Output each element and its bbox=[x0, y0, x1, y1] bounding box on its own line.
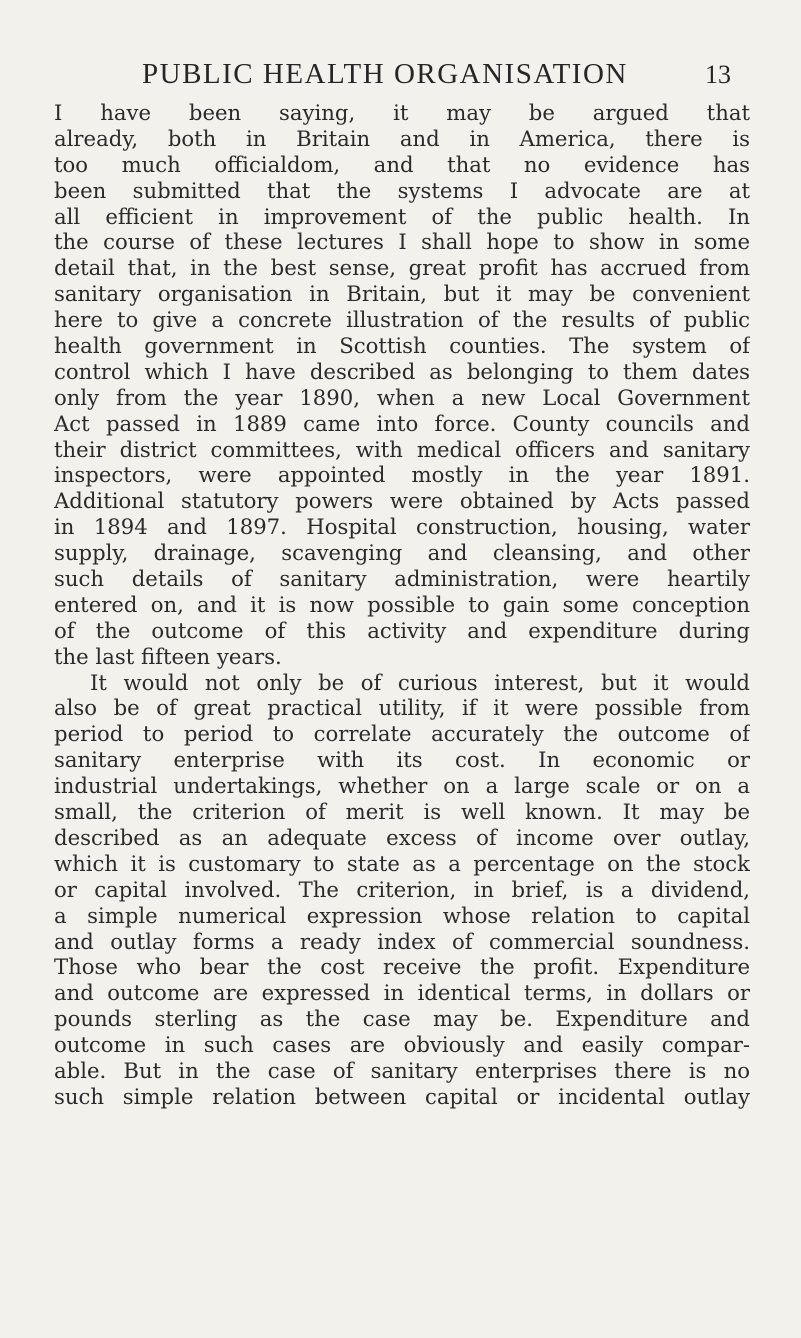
text-line: the last fifteen years. bbox=[54, 643, 282, 669]
page-number: 13 bbox=[705, 60, 731, 89]
text-line: which it is customary to state as a percentage on the stock bbox=[54, 850, 750, 876]
text-line: Additional statutory powers were obtained by Acts passed bbox=[54, 488, 750, 514]
text-line: It would not only be of curious interest, but it would bbox=[90, 669, 750, 695]
text-line: and outlay forms a ready index of commercial soundness. bbox=[54, 928, 750, 954]
text-line: all efficient in improvement of the public health. In bbox=[54, 203, 750, 229]
text-line: also be of great practical utility, if it were possible from bbox=[54, 695, 750, 721]
text-line: Those who bear the cost receive the profit. Expenditure bbox=[54, 954, 750, 980]
text-line: already, both in Britain and in America, there is bbox=[54, 125, 750, 151]
text-line: only from the year 1890, when a new Local Government bbox=[54, 384, 750, 410]
text-line: the course of these lectures I shall hope to show in some bbox=[54, 229, 750, 255]
body-text bbox=[54, 100, 750, 1110]
text-line: outcome in such cases are obviously and easily compar- bbox=[54, 1032, 750, 1058]
text-line: such details of sanitary administration, were heartily bbox=[54, 566, 750, 592]
text-line: Act passed in 1889 came into force. County councils and bbox=[54, 410, 750, 436]
text-line: here to give a concrete illustration of the results of public bbox=[54, 307, 750, 333]
text-line: or capital involved. The criterion, in brief, is a dividend, bbox=[54, 876, 750, 902]
running-head bbox=[142, 58, 731, 98]
running-title: PUBLIC HEALTH ORGANISATION bbox=[142, 58, 628, 90]
text-line: detail that, in the best sense, great profit has accrued from bbox=[54, 255, 750, 281]
text-line: control which I have described as belonging to them dates bbox=[54, 358, 750, 384]
text-line: inspectors, were appointed mostly in the year 1891. bbox=[54, 462, 750, 488]
paragraph-2 bbox=[54, 670, 750, 1110]
paragraph-1 bbox=[54, 100, 750, 670]
text-line: supply, drainage, scavenging and cleansing, and other bbox=[54, 540, 750, 566]
text-line: and outcome are expressed in identical terms, in dollars or bbox=[54, 980, 750, 1006]
text-line: able. But in the case of sanitary enterprises there is no bbox=[54, 1057, 750, 1083]
text-line: sanitary organisation in Britain, but it may be convenient bbox=[54, 281, 750, 307]
text-line: period to period to correlate accurately the outcome of bbox=[54, 721, 750, 747]
text-line: such simple relation between capital or incidental outlay bbox=[54, 1083, 750, 1109]
text-line: I have been saying, it may be argued that bbox=[54, 100, 750, 125]
text-line: small, the criterion of merit is well known. It may be bbox=[54, 799, 750, 825]
text-line: industrial undertakings, whether on a large scale or on a bbox=[54, 773, 750, 799]
text-line: of the outcome of this activity and expenditure during bbox=[54, 617, 750, 643]
text-line: entered on, and it is now possible to gain some conception bbox=[54, 591, 750, 617]
text-line: a simple numerical expression whose relation to capital bbox=[54, 902, 750, 928]
text-line: in 1894 and 1897. Hospital construction, housing, water bbox=[54, 514, 750, 540]
text-line: health government in Scottish counties. The system of bbox=[54, 333, 750, 359]
text-line: sanitary enterprise with its cost. In economic or bbox=[54, 747, 750, 773]
text-line: pounds sterling as the case may be. Expenditure and bbox=[54, 1006, 750, 1032]
text-line: described as an adequate excess of income over outlay, bbox=[54, 824, 750, 850]
text-line: their district committees, with medical officers and sanitary bbox=[54, 436, 750, 462]
text-line: too much officialdom, and that no evidence has bbox=[54, 151, 750, 177]
text-line: been submitted that the systems I advocate are at bbox=[54, 177, 750, 203]
